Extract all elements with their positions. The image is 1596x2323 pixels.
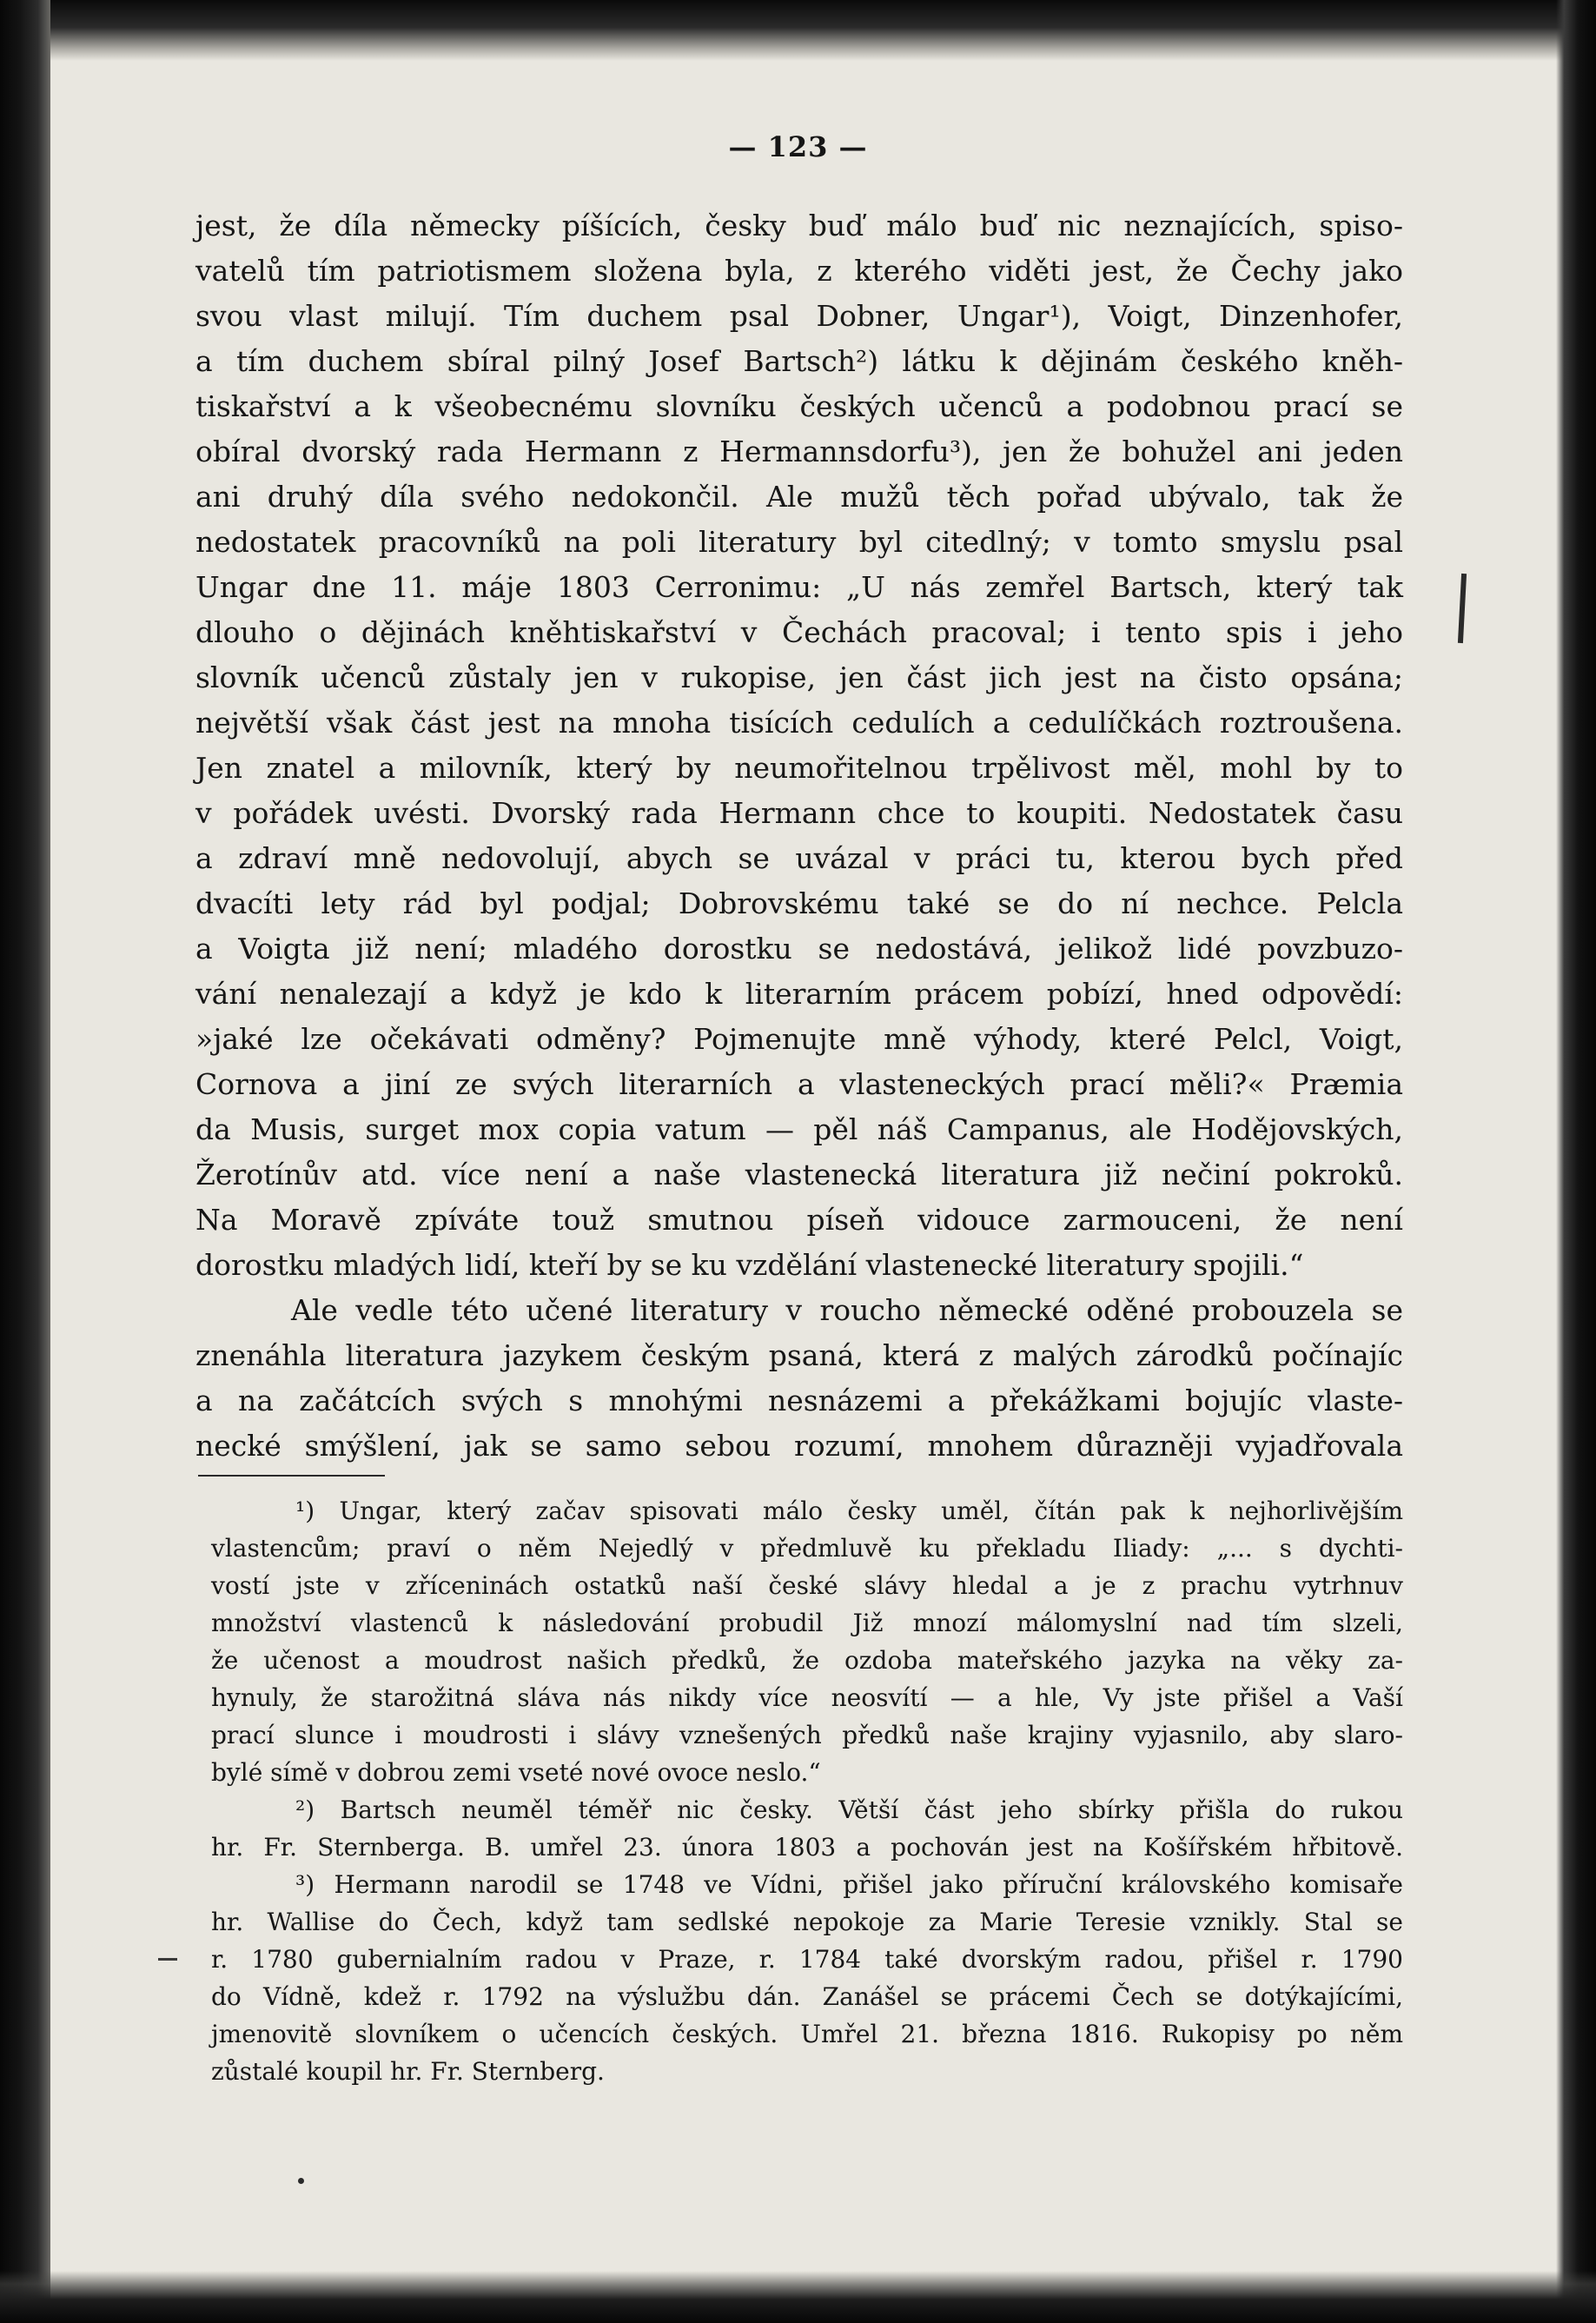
body-line: dorostku mladých lidí, kteří by se ku vzdělání vlastenecké literatury spojili.“: [195, 1248, 1304, 1282]
body-line: da Musis, surget mox copia vatum — pěl náš Campanus, ale Hodějovských,: [195, 1112, 1403, 1146]
footnote-line: množství vlastenců k následování probudil Již mnozí málomyslní nad tím slzeli,: [211, 1609, 1403, 1637]
footnote-line: vlastencům; praví o něm Nejedlý v předmluvě ku překladu Iliady: „... s dychti-: [211, 1534, 1403, 1563]
body-line: Cornova a jiní ze svých literarních a vlasteneckých prací měli?« Præmia: [195, 1067, 1403, 1101]
footnote-line: ¹) Ungar, který začav spisovati málo česky uměl, čítán pak k nejhorlivějším: [295, 1497, 1403, 1525]
footnote-line: ²) Bartsch neuměl téměř nic česky. Větší část jeho sbírky přišla do rukou: [295, 1795, 1403, 1824]
footnote-line: ³) Hermann narodil se 1748 ve Vídni, přišel jako příruční královského komisaře: [295, 1870, 1403, 1899]
body-line: jest, že díla německy píšících, česky buď málo buď nic neznajících, spiso-: [195, 209, 1403, 242]
scan-edge-left: [0, 0, 50, 2323]
body-line: dlouho o dějinách kněhtiskařství v Čechách pracoval; i tento spis i jeho: [195, 615, 1403, 649]
footnote-line: vostí jste v zříceninách ostatků naší české slávy hledal a je z prachu vytrhnuv: [211, 1571, 1403, 1600]
body-line: dvacíti lety rád byl podjal; Dobrovskému také se do ní nechce. Pelcla: [195, 886, 1403, 920]
footnote-line: bylé símě v dobrou zemi vseté nové ovoce neslo.“: [211, 1758, 821, 1787]
footnote-line: hynuly, že starožitná sláva nás nikdy více neosvítí — a hle, Vy jste přišel a Vaší: [211, 1683, 1403, 1712]
footnote-line: prací slunce i moudrosti i slávy vznešených předků naše krajiny vyjasnilo, aby slaro-: [211, 1721, 1403, 1749]
footnote-line: hr. Fr. Sternberga. B. umřel 23. února 1803 a pochován jest na Košířském hřbitově.: [211, 1833, 1403, 1862]
body-line: a tím duchem sbíral pilný Josef Bartsch²) látku k dějinám českého kněh-: [195, 344, 1403, 378]
body-line: tiskařství a k všeobecnému slovníku českých učenců a podobnou prací se: [195, 389, 1403, 423]
body-line: a Voigta již není; mladého dorostku se nedostává, jelikož lidé povzbuzo-: [195, 932, 1403, 966]
body-line: znenáhla literatura jazykem českým psaná, která z malých zárodků počínajíc: [195, 1338, 1403, 1372]
body-line: ani druhý díla svého nedokončil. Ale mužů těch pořad ubývalo, tak že: [195, 480, 1403, 514]
body-line: a zdraví mně nedovolují, abych se uvázal v práci tu, kterou bych před: [195, 841, 1403, 875]
body-line: Žerotínův atd. více není a naše vlastenecká literatura již nečiní pokroků.: [195, 1158, 1403, 1191]
body-line: v pořádek uvésti. Dvorský rada Hermann chce to koupiti. Nedostatek času: [195, 796, 1403, 830]
margin-bracket-mark: [1458, 574, 1467, 643]
footnote-line: že učenost a moudrost našich předků, že ozdoba mateřského jazyka na věky za-: [211, 1646, 1403, 1675]
body-line: nedostatek pracovníků na poli literatury byl citedlný; v tomto smyslu psal: [195, 525, 1403, 559]
page-number: — 123 —: [728, 130, 868, 163]
scan-edge-top: [0, 0, 1596, 61]
body-line: »jaké lze očekávati odměny? Pojmenujte mně výhody, které Pelcl, Voigt,: [195, 1022, 1403, 1056]
footnote-separator: [198, 1475, 385, 1477]
body-line: Ale vedle této učené literatury v roucho německé oděné probouzela se: [291, 1293, 1403, 1327]
footnote-line: r. 1780 gubernialním radou v Praze, r. 1784 také dvorským radou, přišel r. 1790: [211, 1945, 1403, 1974]
body-line: Jen znatel a milovník, který by neumořitelnou trpělivost měl, mohl by to: [195, 751, 1403, 785]
body-line: vatelů tím patriotismem složena byla, z kterého viděti jest, že Čechy jako: [195, 254, 1403, 288]
body-line: Ungar dne 11. máje 1803 Cerronimu: „U nás zemřel Bartsch, který tak: [195, 570, 1403, 604]
scan-edge-right: [1556, 0, 1596, 2323]
footnotes: [211, 1492, 1403, 2090]
body-line: a na začátcích svých s mnohými nesnázemi a překážkami bojujíc vlaste-: [195, 1384, 1403, 1417]
margin-dash-mark: [158, 1958, 177, 1961]
body-line: obíral dvorský rada Hermann z Hermannsdorfu³), jen že bohužel ani jeden: [195, 435, 1403, 468]
body-line: Na Moravě zpíváte touž smutnou píseň vidouce zarmouceni, že není: [195, 1203, 1403, 1237]
body-line: necké smýšlení, jak se samo sebou rozumí, mnohem důrazněji vyjadřovala: [195, 1429, 1403, 1463]
footnote-line: jmenovitě slovníkem o učencích českých. Umřel 21. března 1816. Rukopisy po něm: [211, 2020, 1403, 2048]
footnote-line: do Vídně, kdež r. 1792 na výslužbu dán. Zanášel se prácemi Čech se dotýkajícími,: [211, 1982, 1403, 2011]
footnote-line: hr. Wallise do Čech, když tam sedlské nepokoje za Marie Teresie vznikly. Stal se: [211, 1908, 1403, 1936]
body-line: vání nenalezají a když je kdo k literarním prácem pobízí, hned odpovědí:: [195, 977, 1403, 1011]
body-line: slovník učenců zůstaly jen v rukopise, jen část jich jest na čisto opsána;: [195, 660, 1403, 694]
body-line: svou vlast milují. Tím duchem psal Dobner, Ungar¹), Voigt, Dinzenhofer,: [195, 299, 1403, 333]
body-text: [195, 203, 1403, 1469]
footnote-line: zůstalé koupil hr. Fr. Sternberg.: [211, 2057, 605, 2086]
scan-edge-bottom: [0, 2271, 1596, 2323]
body-line: největší však část jest na mnoha tisících cedulích a cedulíčkách roztroušena.: [195, 706, 1403, 740]
ink-dot-mark: [298, 2178, 304, 2184]
